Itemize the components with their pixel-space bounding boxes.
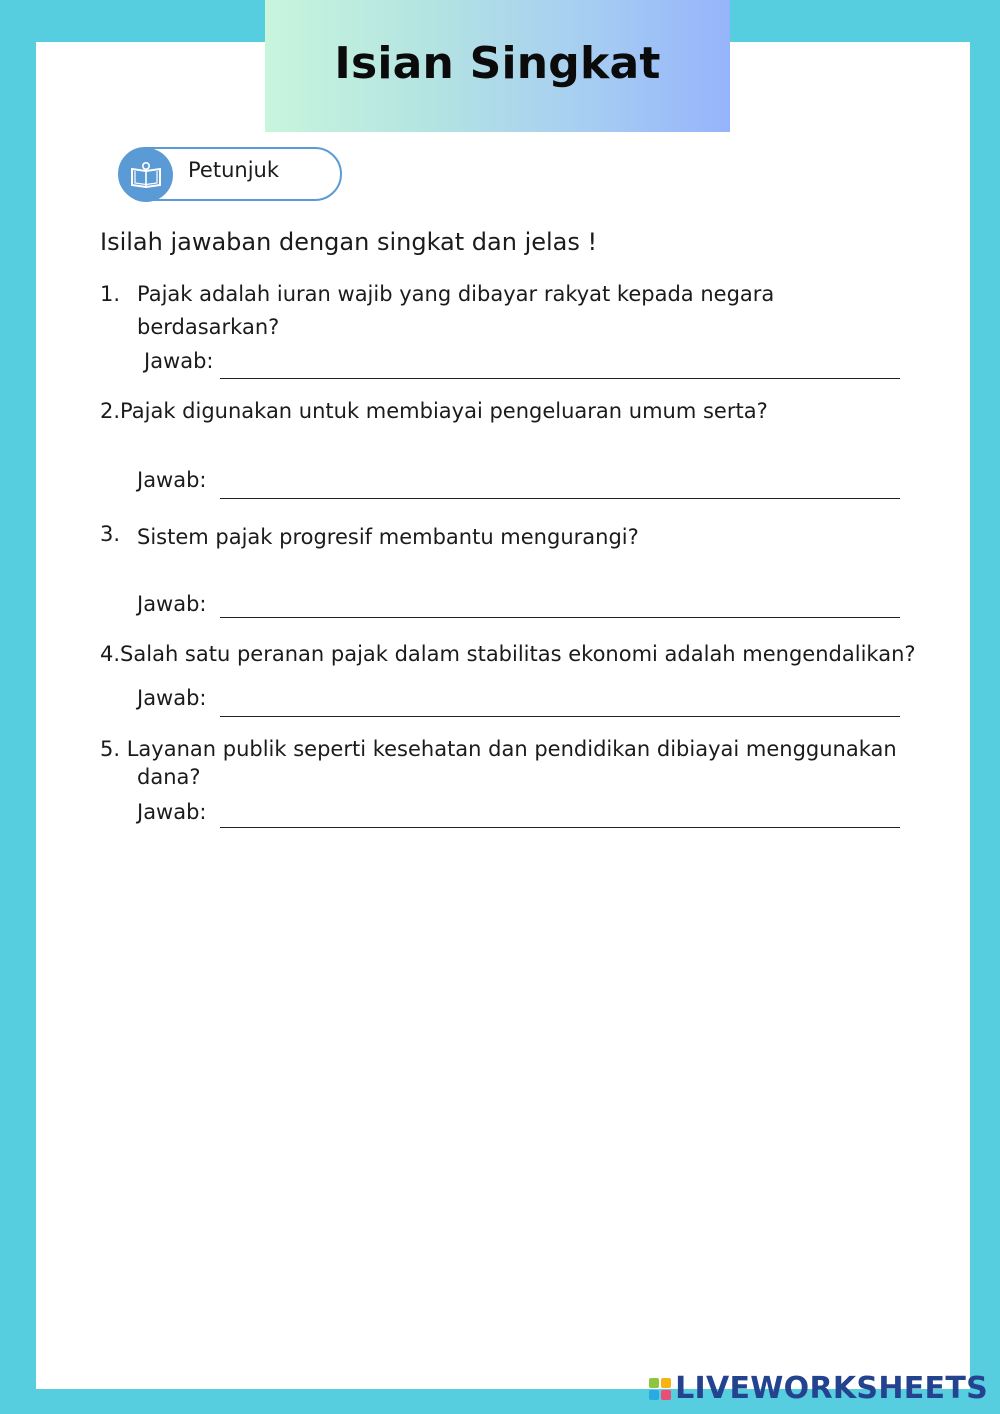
instruction-label: Petunjuk — [188, 158, 279, 182]
question-1-text-line-2: berdasarkan? — [137, 315, 280, 339]
liveworksheets-logo[interactable] — [649, 1371, 988, 1406]
question-3-answer-line[interactable] — [220, 617, 900, 618]
question-1-answer-label: Jawab: — [144, 349, 214, 373]
question-5-answer-label: Jawab: — [137, 800, 207, 824]
question-5-text-line-1: 5. Layanan publik seperti kesehatan dan pendidikan dibiayai menggunakan — [100, 737, 897, 761]
page-title: Isian Singkat — [334, 38, 661, 89]
instruction-badge — [118, 147, 342, 201]
question-3-text: Sistem pajak progresif membantu mengurangi? — [137, 525, 639, 549]
question-1-answer-line[interactable] — [220, 378, 900, 379]
liveworksheets-mark-icon — [649, 1378, 671, 1400]
question-3-number: 3. — [100, 522, 121, 546]
question-4-text: 4.Salah satu peranan pajak dalam stabilitas ekonomi adalah mengendalikan? — [100, 642, 916, 666]
question-2-text: 2.Pajak digunakan untuk membiayai pengeluaran umum serta? — [100, 399, 768, 423]
question-4-answer-label: Jawab: — [137, 686, 207, 710]
open-book-icon — [119, 148, 173, 202]
title-banner — [265, 0, 730, 132]
question-1-number: 1. — [100, 282, 121, 306]
intro-text: Isilah jawaban dengan singkat dan jelas ! — [100, 228, 598, 256]
question-5-answer-line[interactable] — [220, 827, 900, 828]
liveworksheets-wordmark: LIVEWORKSHEETS — [675, 1371, 988, 1406]
question-3-answer-label: Jawab: — [137, 592, 207, 616]
question-4-answer-line[interactable] — [220, 716, 900, 717]
question-1-text-line-1: Pajak adalah iuran wajib yang dibayar rakyat kepada negara — [137, 282, 775, 306]
question-2-answer-label: Jawab: — [137, 468, 207, 492]
question-5-text-line-2: dana? — [137, 765, 201, 789]
question-2-answer-line[interactable] — [220, 498, 900, 499]
